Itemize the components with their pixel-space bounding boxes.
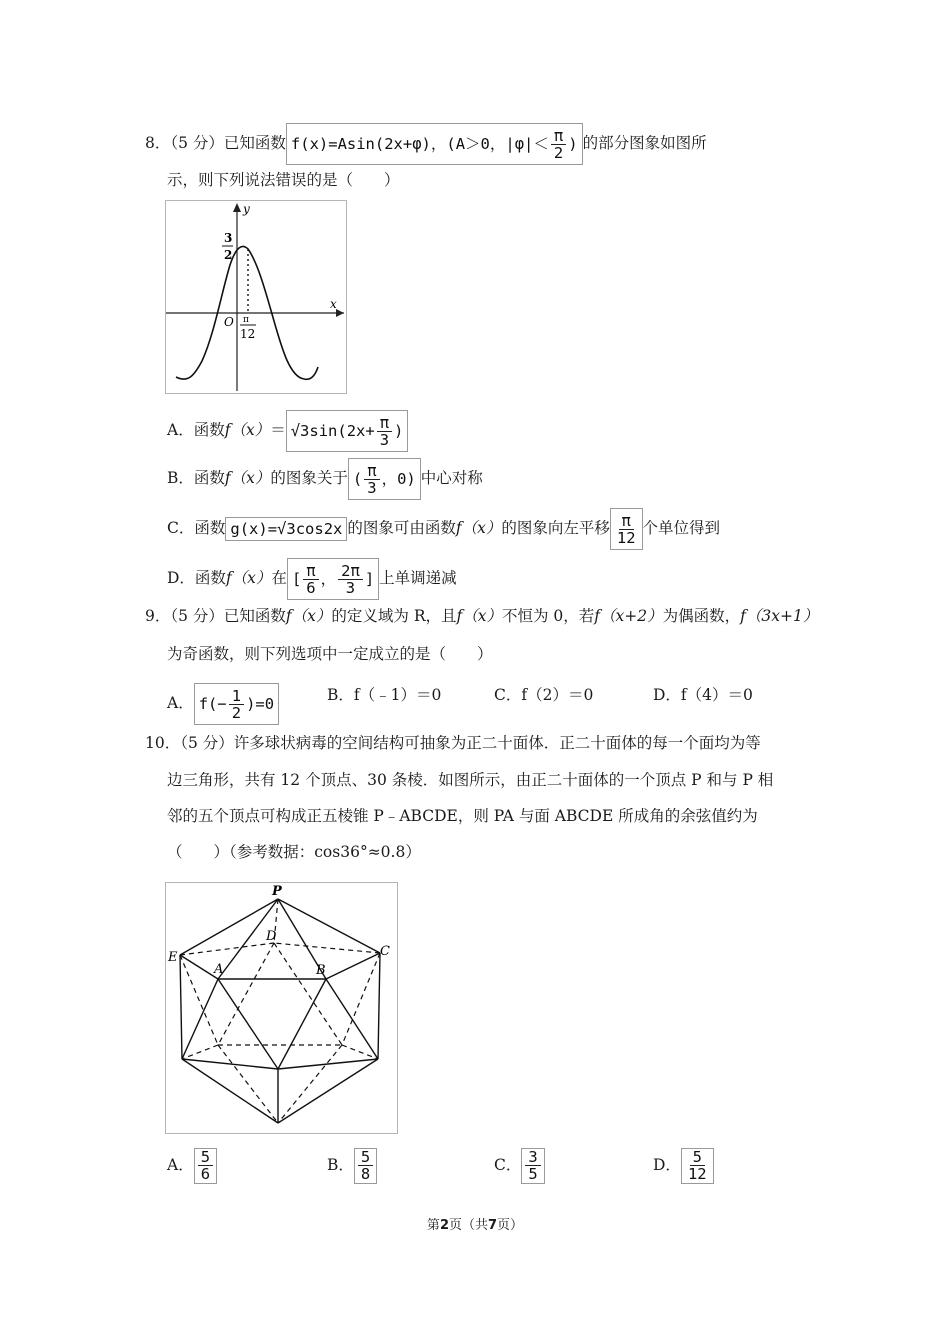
q8-graph-svg [166, 201, 346, 393]
peak-den: 2 [224, 248, 233, 262]
page-footer: 第2页（共7页） [426, 1218, 524, 1233]
q8-optB-box: ( $\frac{\pi}{3}$ ，0) [348, 458, 421, 500]
q8-prefix: 8．（5 分）已知函数 [145, 134, 286, 152]
label-C: C [380, 944, 390, 959]
q8-option-b[interactable]: B．函数f（x）的图象关于 ( $\frac{\pi}{3}$ ，0) 中心对称 [167, 458, 483, 500]
label-E: E [168, 950, 178, 965]
label-A: A [214, 962, 224, 977]
peak-num: 3 [224, 231, 233, 245]
icosahedron-svg [166, 883, 397, 1133]
label-B: B [316, 963, 326, 978]
q8-optD-box: [ $\frac{\pi}{6}$ ， $\frac{2\pi}{3}$ ] [287, 558, 379, 600]
q8-option-c[interactable]: C．函数 g(x)=√3cos2x 的图象可由函数f（x）的图象向左平移 $\frac{\pi}{12}$ 个单位得到 [167, 508, 720, 550]
q10-option-c[interactable]: C． $\frac{3}{5}$ [494, 1148, 545, 1184]
y-label: y [243, 202, 250, 216]
xtick-den: 12 [240, 327, 256, 341]
q10-option-a[interactable]: A． $\frac{5}{6}$ [167, 1148, 217, 1184]
q10-line4: （ ）（参考数据：cos36°≈0.8） [167, 843, 421, 861]
q8-sine-graph [165, 200, 347, 394]
q9-line1: 9．（5 分）已知函数f（x）的定义域为 R，且f（x）不恒为 0，若f（x+2）为偶函数，f（3x+1） [145, 607, 819, 625]
total-pages: 7 [488, 1218, 498, 1233]
q8-formula: f(x)=Asin(2x+φ)，(A＞0，|φ|＜ [290, 135, 549, 153]
q10-line1: 10．（5 分）许多球状病毒的空间结构可抽象为正二十面体．正二十面体的每一个面均为等 [145, 734, 761, 752]
xtick-num: π [243, 315, 249, 325]
q8-optC-frac-box: $\frac{\pi}{12}$ [610, 508, 643, 550]
q9-option-d[interactable]: D．f（4）＝0 [653, 686, 753, 704]
q8-option-d[interactable]: D．函数f（x）在 [ $\frac{\pi}{6}$ ， $\frac{2\pi}{3}$ ] 上单调递减 [167, 558, 457, 600]
q8-line1 [145, 123, 707, 165]
q8-option-a[interactable]: A．函数f（x）＝ √3sin(2x+ $\frac{\pi}{3}$ ) [167, 410, 408, 452]
q8-formula-box: f(x)=Asin(2x+φ)，(A＞0，|φ|＜ $\frac{\pi}{2}$ ) [286, 123, 583, 165]
page-number: 2 [439, 1218, 449, 1233]
label-P: P [272, 884, 282, 899]
x-label: x [330, 297, 337, 311]
q9-line2: 为奇函数，则下列选项中一定成立的是（ ） [167, 645, 493, 663]
q9-option-b[interactable]: B．f（﹣1）＝0 [327, 686, 442, 704]
q10-option-d[interactable]: D． $\frac{5}{12}$ [653, 1148, 714, 1184]
q8-line2: 示，则下列说法错误的是（ ） [167, 171, 400, 189]
q8-formula-frac: $\frac{\pi}{2}$ [551, 128, 566, 162]
q10-line2: 边三角形，共有 12 个顶点、30 条棱．如图所示，由正二十面体的一个顶点 P 和与 P 相 [167, 771, 774, 789]
origin-label: O [224, 315, 234, 329]
q8-optC-box: g(x)=√3cos2x [225, 517, 347, 541]
q10-line3: 邻的五个顶点可构成正五棱锥 P﹣ABCDE，则 PA 与面 ABCDE 所成角的余弦值约为 [167, 807, 758, 825]
label-D: D [266, 929, 277, 944]
q10-option-b[interactable]: B． $\frac{5}{8}$ [327, 1148, 377, 1184]
q9-option-c[interactable]: C．f（2）＝0 [494, 686, 594, 704]
y-axis-arrow [233, 203, 241, 212]
icosahedron-figure [165, 882, 398, 1134]
q9-option-a[interactable]: A． f(− $\frac{1}{2}$ )=0 [167, 683, 279, 725]
q8-suffix: 的部分图象如图所 [582, 134, 707, 152]
q8-optA-box: √3sin(2x+ $\frac{\pi}{3}$ ) [286, 410, 409, 452]
q9-optA-box: f(− $\frac{1}{2}$ )=0 [194, 683, 279, 725]
x-axis-arrow [336, 309, 344, 317]
